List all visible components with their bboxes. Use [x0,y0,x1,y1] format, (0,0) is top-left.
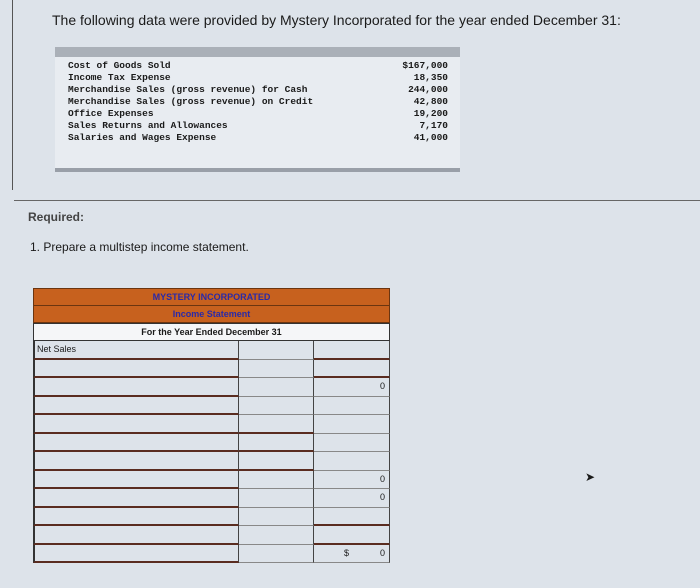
row-amount-input[interactable] [239,471,314,490]
row-label-input[interactable] [33,489,239,508]
row-total-cell[interactable] [314,378,390,397]
row-amount-input[interactable] [239,452,314,471]
data-value: 7,170 [419,120,448,131]
row-label-input[interactable] [33,378,239,397]
row-amount-input[interactable] [239,341,314,360]
row-label-input[interactable] [33,397,239,416]
statement-row [33,415,390,434]
mouse-cursor-icon: ➤ [585,470,596,484]
data-label: Cost of Goods Sold [68,60,171,71]
data-value: 244,000 [408,84,448,95]
row-amount-input[interactable] [239,378,314,397]
statement-title: Income Statement [33,306,390,323]
statement-row [33,452,390,471]
row-total-cell[interactable] [314,545,390,564]
data-label: Merchandise Sales (gross revenue) for Cash [68,84,308,95]
divider-vertical [12,0,13,190]
data-value: 42,800 [413,96,448,107]
row-total-cell[interactable] [314,471,390,490]
data-label: Office Expenses [68,108,154,119]
row-total-cell[interactable] [314,360,390,379]
row-total-cell[interactable] [314,452,390,471]
data-row [55,108,460,120]
row-label-input[interactable]: Net Sales [33,341,239,360]
row-total-cell[interactable] [314,415,390,434]
statement-row [33,378,390,397]
task-text: 1. Prepare a multistep income statement. [30,240,249,254]
data-row [55,84,460,96]
statement-row [33,397,390,416]
statement-period: For the Year Ended December 31 [33,323,390,341]
required-heading: Required: [28,210,85,224]
row-total-cell[interactable] [314,508,390,527]
statement-row [33,545,390,564]
row-total-cell[interactable] [314,341,390,360]
company-name: MYSTERY INCORPORATED [33,288,390,306]
data-table-header-bar [55,47,460,57]
row-label-input[interactable] [33,545,239,564]
data-label: Merchandise Sales (gross revenue) on Credit [68,96,314,107]
data-value: 18,350 [413,72,448,83]
income-statement-form [33,288,390,563]
data-value: $167,000 [402,60,448,71]
data-label: Sales Returns and Allowances [68,120,228,131]
data-row [55,132,460,144]
statement-row [33,508,390,527]
row-total-cell[interactable] [314,434,390,453]
currency-symbol: $ [344,547,350,558]
row-label-input[interactable] [33,471,239,490]
statement-row [33,526,390,545]
intro-text: The following data were provided by Mystery Incorporated for the year ended December 31: [52,12,621,28]
row-amount-input[interactable] [239,526,314,545]
row-label-input[interactable] [33,415,239,434]
statement-row [33,360,390,379]
row-total-value: 0 [379,492,385,502]
data-row [55,72,460,84]
data-table [55,47,460,172]
row-amount-input[interactable] [239,508,314,527]
row-total-value: 0 [379,473,385,484]
statement-row [33,489,390,508]
row-label-input[interactable] [33,434,239,453]
row-total-cell[interactable] [314,489,390,508]
row-amount-input[interactable] [239,397,314,416]
data-label: Salaries and Wages Expense [68,132,217,143]
row-amount-input[interactable] [239,545,314,564]
row-total-value: 0 [379,381,385,391]
row-total-cell[interactable] [314,397,390,416]
row-total-value: 0 [379,547,385,558]
row-label-input[interactable] [33,526,239,545]
statement-row [33,434,390,453]
row-label-input[interactable] [33,508,239,527]
row-amount-input[interactable] [239,415,314,434]
data-value: 41,000 [413,132,448,143]
divider-horizontal [14,200,700,201]
row-amount-input[interactable] [239,434,314,453]
statement-row [33,471,390,490]
data-row [55,120,460,132]
row-amount-input[interactable] [239,489,314,508]
data-row [55,96,460,108]
row-total-cell[interactable] [314,526,390,545]
row-amount-input[interactable] [239,360,314,379]
row-label-input[interactable] [33,360,239,379]
data-value: 19,200 [413,108,448,119]
data-label: Income Tax Expense [68,72,171,83]
row-label-input[interactable] [33,452,239,471]
statement-row [33,341,390,360]
data-table-footer-bar [55,168,460,172]
data-row [55,60,460,72]
